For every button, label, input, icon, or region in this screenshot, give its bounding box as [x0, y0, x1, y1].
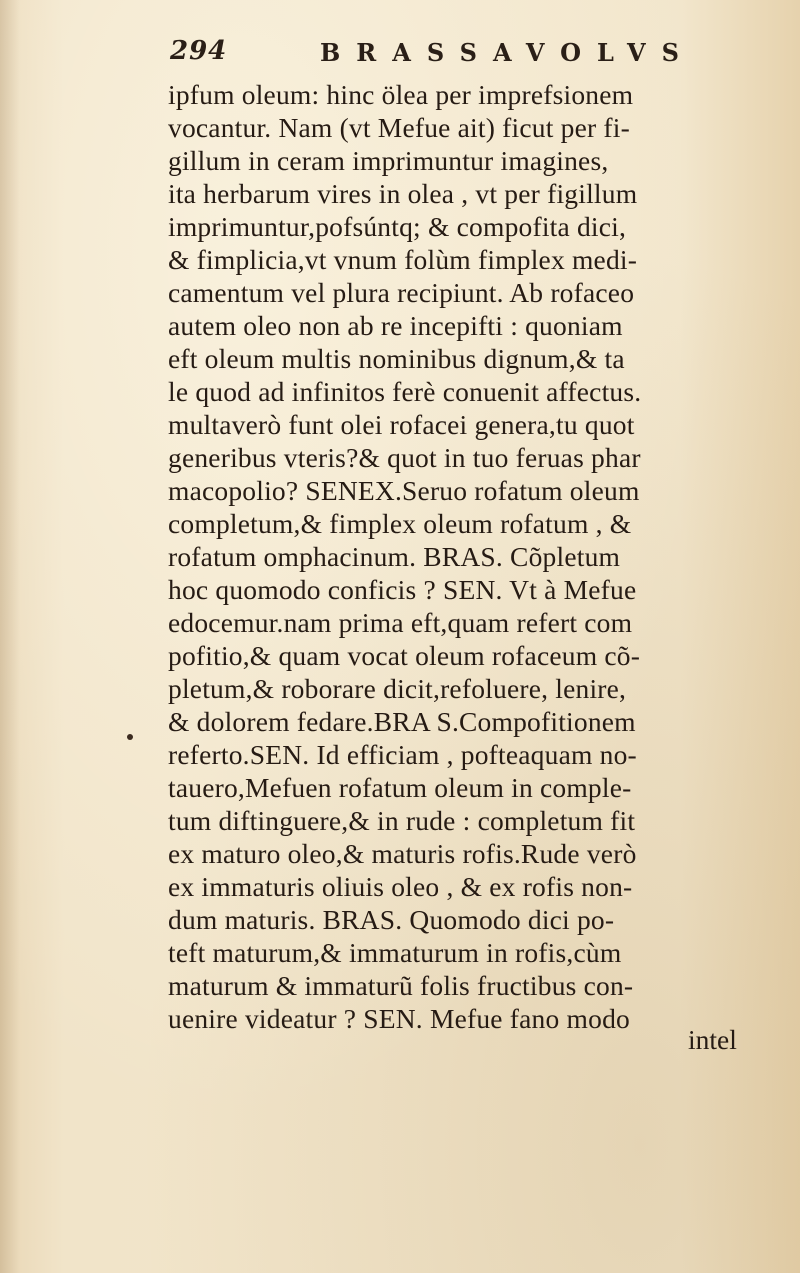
text-line: teft maturum,& immaturum in rofis,cùm [168, 937, 622, 968]
text-line: pletum,& roborare dicit,refoluere, lenire, [168, 673, 627, 704]
text-line: ita herbarum vires in olea , vt per figillum [168, 178, 638, 209]
text-line: referto.SEN. Id efficiam , pofteaquam no- [168, 739, 637, 770]
gutter-shadow [0, 0, 20, 1273]
text-line: & dolorem fedare.BRA S.Compofitionem [168, 706, 636, 737]
margin-ink-dot [127, 734, 133, 740]
text-line: ipfum oleum: hinc ölea per imprefsionem [168, 79, 634, 110]
text-line: eft oleum multis nominibus dignum,& ta [168, 343, 625, 374]
text-line: completum,& fimplex oleum rofatum , & [168, 508, 632, 539]
text-line: & fimplicia,vt vnum folùm fimplex medi- [168, 244, 638, 275]
text-line: pofitio,& quam vocat oleum rofaceum cõ- [168, 640, 641, 671]
text-line: autem oleo non ab re incepifti : quoniam [168, 310, 623, 341]
running-title: BRASSAVOLVS [320, 38, 695, 67]
page-header [170, 36, 695, 72]
text-line: imprimuntur,pofsúntq; & compofita dici, [168, 211, 627, 242]
text-line: rofatum omphacinum. BRAS. Cõpletum [168, 541, 621, 572]
catchword: intel [688, 1024, 737, 1055]
text-line: le quod ad infinitos ferè conuenit affectus. [168, 376, 642, 407]
body-text [168, 78, 770, 1035]
text-line: tum diftinguere,& in rude : completum fit [168, 805, 636, 836]
text-line: ex maturo oleo,& maturis rofis.Rude verò [168, 838, 637, 869]
text-line: generibus vteris?& quot in tuo feruas phar [168, 442, 641, 473]
text-line: dum maturis. BRAS. Quomodo dici po- [168, 904, 615, 935]
text-line: multaverò funt olei rofacei genera,tu quot [168, 409, 635, 440]
text-line: ex immaturis oliuis oleo , & ex rofis non- [168, 871, 633, 902]
text-line: vocantur. Nam (vt Mefue ait) ficut per fi- [168, 112, 630, 143]
text-line: gillum in ceram imprimuntur imagines, [168, 145, 609, 176]
text-line: edocemur.nam prima eft,quam refert com [168, 607, 633, 638]
text-line: macopolio? SENEX.Seruo rofatum oleum [168, 475, 640, 506]
text-line: hoc quomodo conficis ? SEN. Vt à Mefue [168, 574, 637, 605]
page-number: 294 [170, 36, 228, 66]
text-line: maturum & immaturũ folis fructibus con- [168, 970, 634, 1001]
text-line: tauero,Mefuen rofatum oleum in comple- [168, 772, 632, 803]
text-line: uenire videatur ? SEN. Mefue fano modo [168, 1003, 630, 1034]
text-line: camentum vel plura recipiunt. Ab rofaceo [168, 277, 635, 308]
